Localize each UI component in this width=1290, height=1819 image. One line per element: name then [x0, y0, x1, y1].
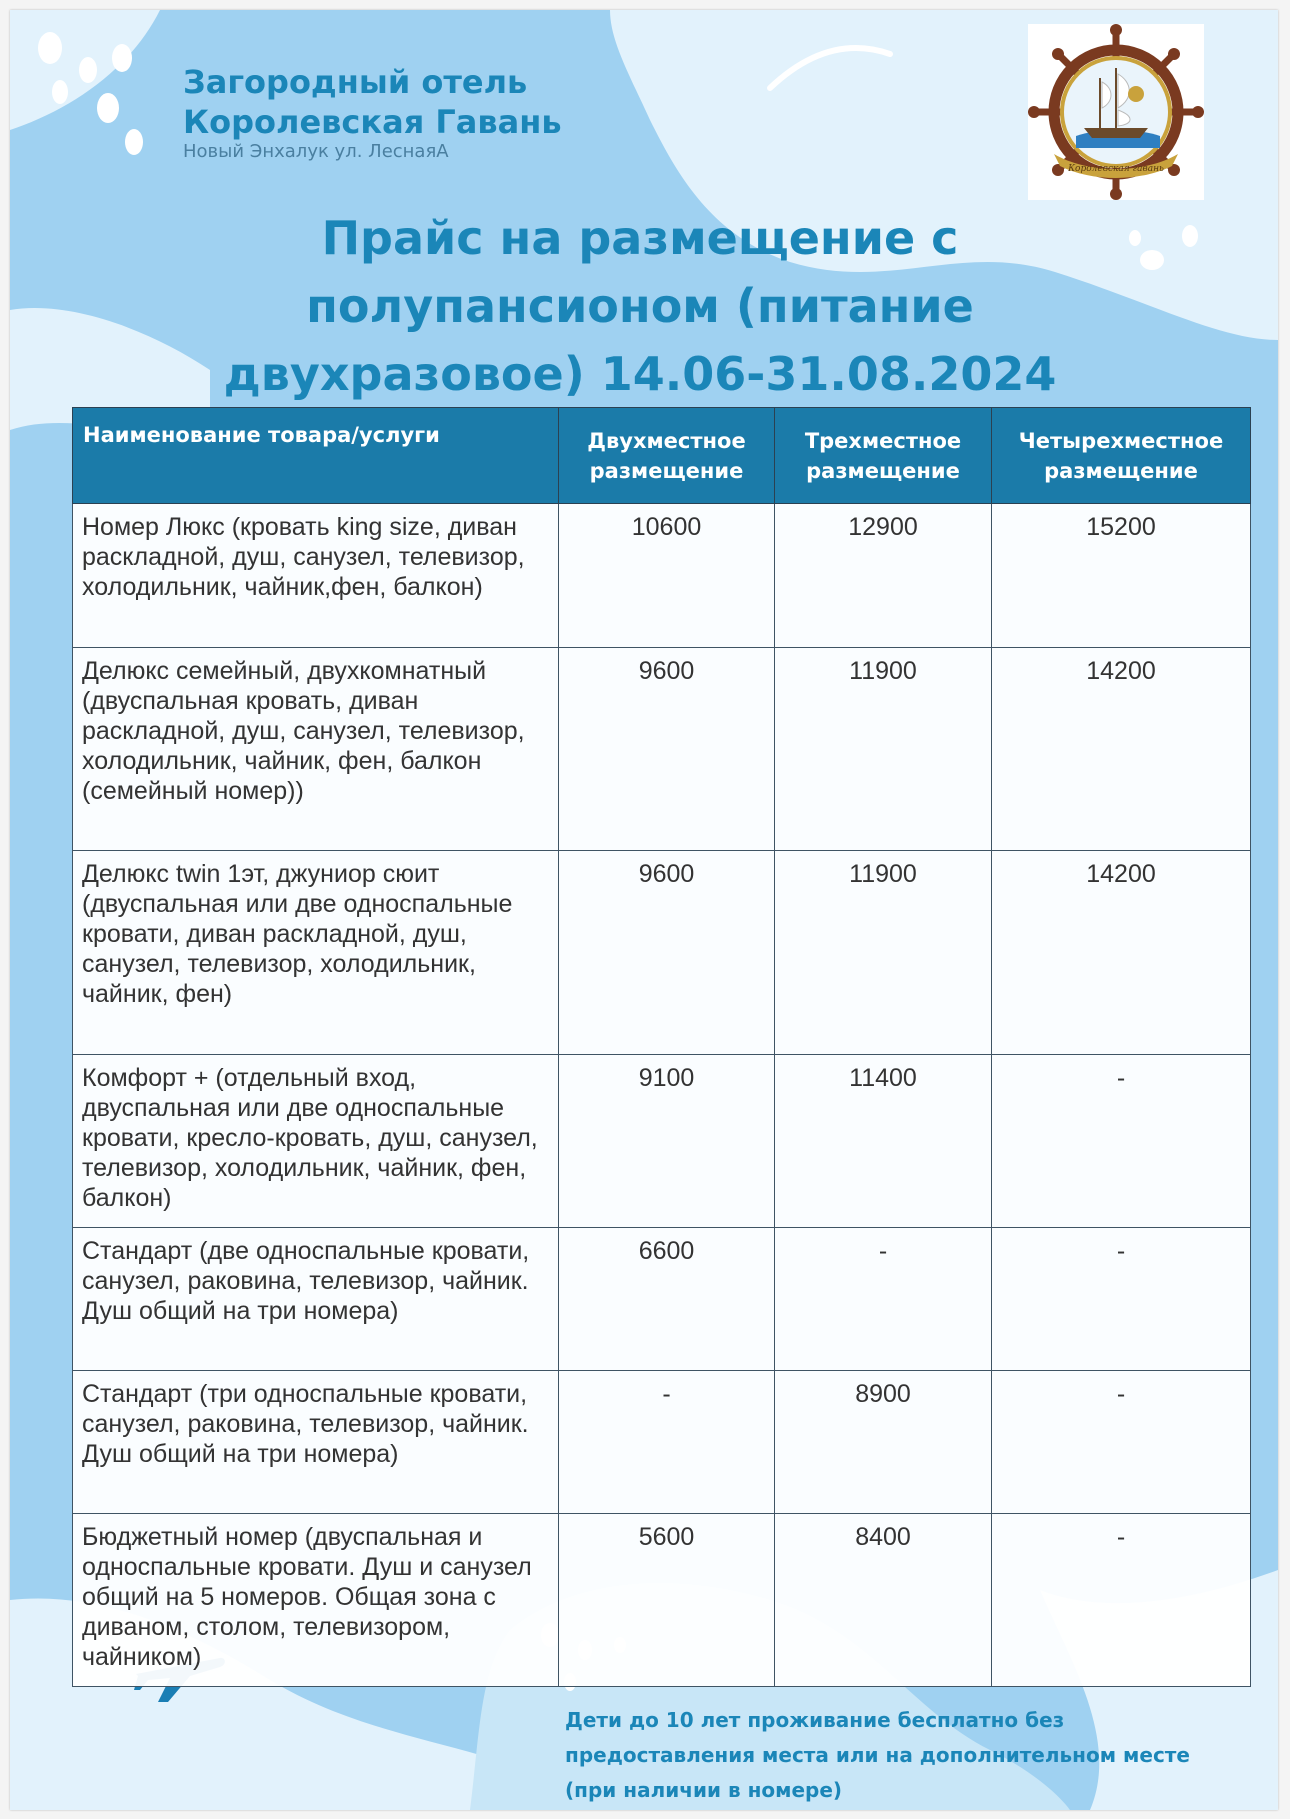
hotel-name-line-2: Королевская Гавань	[183, 103, 562, 141]
table-row	[73, 851, 1251, 1055]
price-double-cell: 10600	[559, 504, 775, 648]
price-quad-cell: 14200	[992, 648, 1251, 851]
room-name-cell: Номер Люкс (кровать king size, диван раскладной, душ, санузел, телевизор, холодильник, чайник,фен, балкон)	[73, 504, 559, 648]
note-line-3: (при наличии в номере)	[565, 1778, 843, 1802]
note-line-2: предоставления места или на дополнительном месте	[565, 1743, 1190, 1767]
column-header-triple: Трехместное размещение	[775, 408, 992, 504]
room-name-cell: Бюджетный номер (двуспальная и односпальные кровати. Душ и санузел общий на 5 номеров. Общая зона с диваном, столом, телевизором, чайником)	[73, 1514, 559, 1687]
page-title	[140, 204, 1140, 408]
price-double-cell: 9600	[559, 648, 775, 851]
price-triple-cell: 11400	[775, 1055, 992, 1228]
price-triple-cell: 11900	[775, 648, 992, 851]
price-triple-cell: -	[775, 1228, 992, 1371]
price-sheet-page	[10, 10, 1278, 1810]
table-row	[73, 648, 1251, 851]
price-quad-cell: -	[992, 1514, 1251, 1687]
price-triple-cell: 12900	[775, 504, 992, 648]
price-quad-cell: 14200	[992, 851, 1251, 1055]
column-header-name: Наименование товара/услуги	[73, 408, 559, 504]
title-line-1: Прайс на размещение с	[321, 211, 959, 265]
ship-wheel-logo-icon	[1028, 24, 1204, 200]
title-line-2: полупансионом (питание	[306, 279, 974, 333]
price-quad-cell: -	[992, 1055, 1251, 1228]
room-name-cell: Делюкс семейный, двухкомнатный (двуспальная кровать, диван раскладной, душ, санузел, телевизор, холодильник, чайник, фен, балкон (семейный номер))	[73, 648, 559, 851]
table-header-row	[73, 408, 1251, 504]
table-row	[73, 1514, 1251, 1687]
price-triple-cell: 8900	[775, 1371, 992, 1514]
table-row	[73, 504, 1251, 648]
price-double-cell: 6600	[559, 1228, 775, 1371]
price-quad-cell: -	[992, 1228, 1251, 1371]
price-quad-cell: 15200	[992, 504, 1251, 648]
room-name-cell: Стандарт (три односпальные кровати, санузел, раковина, телевизор, чайник. Душ общий на три номера)	[73, 1371, 559, 1514]
price-double-cell: 9600	[559, 851, 775, 1055]
room-name-cell: Комфорт + (отдельный вход, двуспальная или две односпальные кровати, кресло-кровать, душ, санузел, телевизор, холодильник, чайник, фен, балкон)	[73, 1055, 559, 1228]
price-table	[72, 407, 1251, 1687]
children-note	[565, 1703, 1265, 1808]
title-line-3: двухразовое) 14.06-31.08.2024	[223, 347, 1057, 401]
hotel-address: Новый Энхалук ул. ЛеснаяА	[183, 141, 449, 162]
note-line-1: Дети до 10 лет проживание бесплатно без	[565, 1708, 1065, 1732]
room-name-cell: Стандарт (две односпальные кровати, санузел, раковина, телевизор, чайник. Душ общий на три номера)	[73, 1228, 559, 1371]
column-header-double: Двухместное размещение	[559, 408, 775, 504]
table-row	[73, 1228, 1251, 1371]
price-double-cell: 5600	[559, 1514, 775, 1687]
hotel-name-line-1: Загородный отель	[183, 63, 528, 101]
column-header-quad: Четырехместное размещение	[992, 408, 1251, 504]
room-name-cell: Делюкс twin 1эт, джуниор сюит (двуспальная или две односпальные кровати, диван раскладной, душ, санузел, телевизор, холодильник, чайник, фен)	[73, 851, 559, 1055]
price-double-cell: -	[559, 1371, 775, 1514]
price-triple-cell: 11900	[775, 851, 992, 1055]
hotel-logo	[1028, 24, 1204, 200]
price-triple-cell: 8400	[775, 1514, 992, 1687]
table-row	[73, 1371, 1251, 1514]
price-double-cell: 9100	[559, 1055, 775, 1228]
table-row	[73, 1055, 1251, 1228]
logo-caption: Королевская гавань	[1068, 164, 1164, 174]
price-quad-cell: -	[992, 1371, 1251, 1514]
